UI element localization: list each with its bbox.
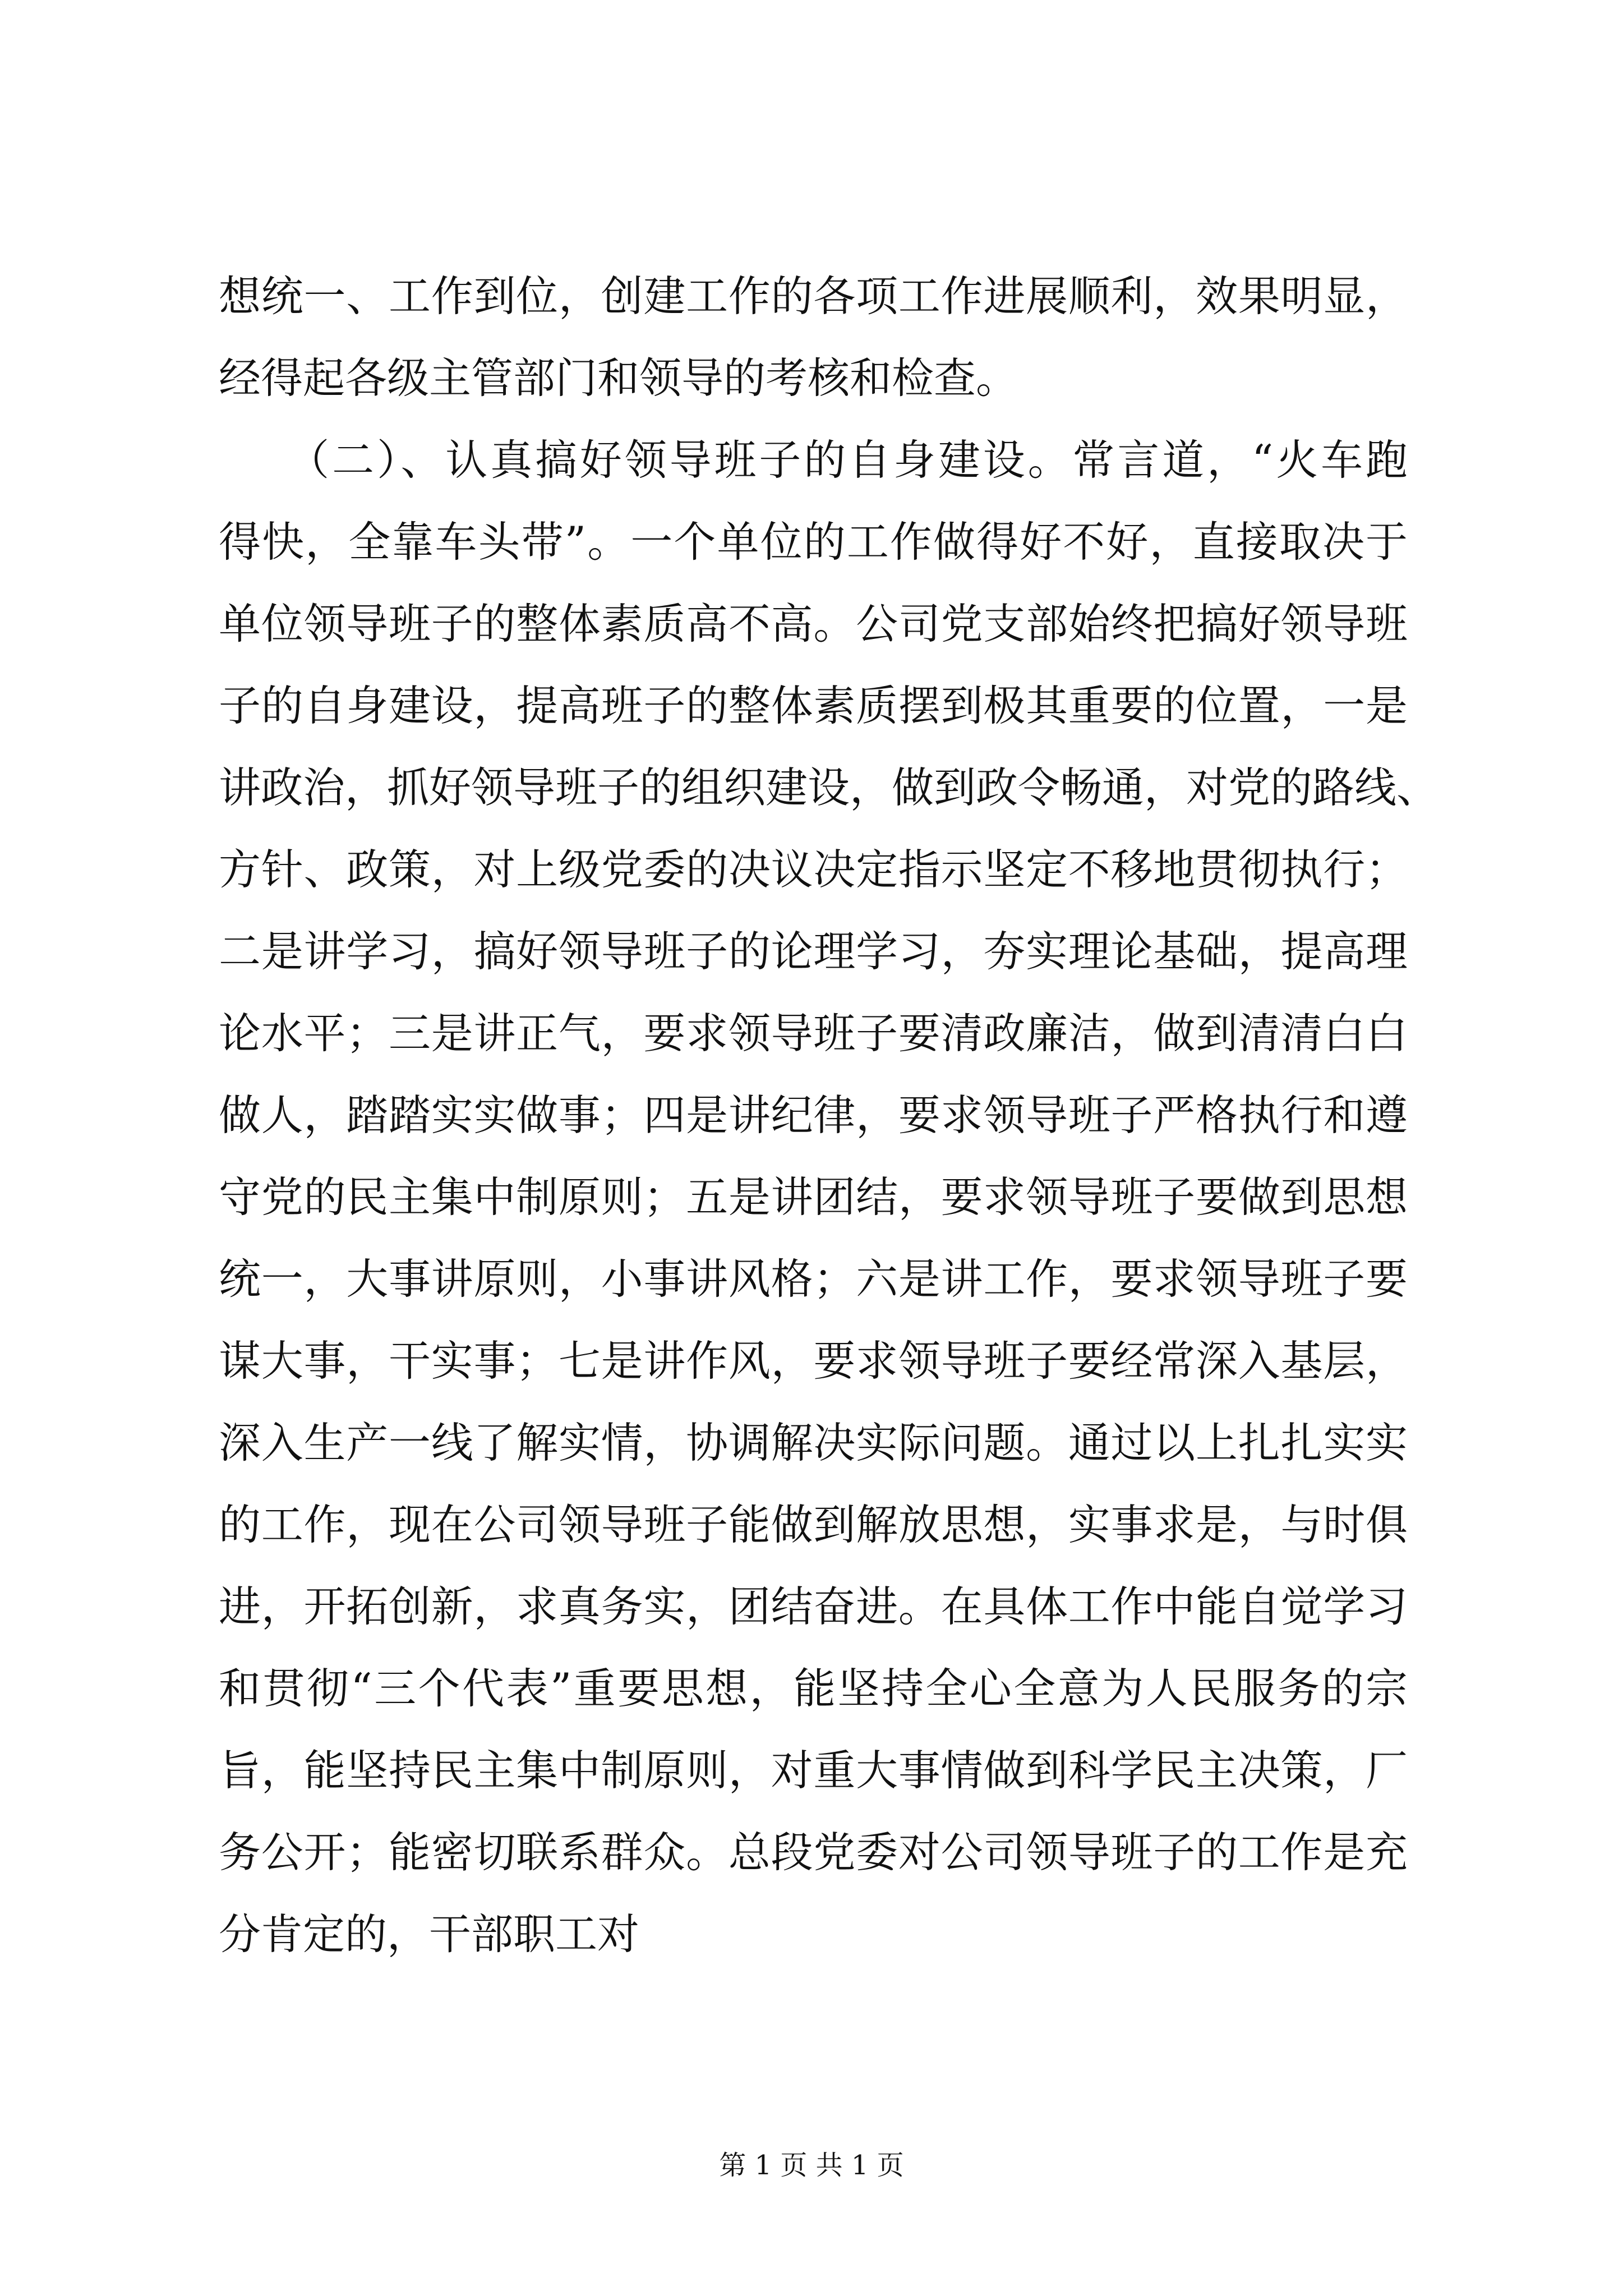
text-line: 讲政治，抓好领导班子的组织建设，做到政令畅通，对党的路线、 (219, 763, 1439, 812)
page-number-footer: 第 1 页 共 1 页 (719, 2150, 904, 2181)
text-line: 子的自身建设，提高班子的整体素质摆到极其重要的位置，一是 (219, 681, 1408, 730)
text-line: 旨，能坚持民主集中制原则，对重大事情做到科学民主决策，厂 (219, 1746, 1408, 1795)
text-line: 论水平；三是讲正气，要求领导班子要清政廉洁，做到清清白白 (219, 1009, 1408, 1058)
text-line: 深入生产一线了解实情，协调解决实际问题。通过以上扎扎实实 (219, 1418, 1408, 1467)
text-line: 二是讲学习，搞好领导班子的论理学习，夯实理论基础，提高理 (219, 927, 1408, 976)
text-line: 务公开；能密切联系群众。总段党委对公司领导班子的工作是充 (219, 1828, 1408, 1877)
document-body (219, 255, 1439, 1975)
text-line: 的工作，现在公司领导班子能做到解放思想，实事求是，与时俱 (219, 1500, 1408, 1549)
text-line: 和贯彻“三个代表”重要思想，能坚持全心全意为人民服务的宗 (219, 1664, 1408, 1713)
text-line: 单位领导班子的整体素质高不高。公司党支部始终把搞好领导班 (219, 599, 1408, 648)
text-line: 进，开拓创新，求真务实，团结奋进。在具体工作中能自觉学习 (219, 1582, 1408, 1631)
text-line: 统一，大事讲原则，小事讲风格；六是讲工作，要求领导班子要 (219, 1254, 1408, 1304)
text-line: 做人，踏踏实实做事；四是讲纪律，要求领导班子严格执行和遵 (219, 1091, 1408, 1140)
text-line: （二）、认真搞好领导班子的自身建设。常言道，“火车跑 (219, 435, 1408, 485)
text-line: 守党的民主集中制原则；五是讲团结，要求领导班子要做到思想 (219, 1172, 1408, 1222)
text-line: 经得起各级主管部门和领导的考核和检查。 (219, 353, 1018, 403)
text-line: 方针、政策，对上级党委的决议决定指示坚定不移地贯彻执行； (219, 845, 1408, 894)
text-line: 谋大事，干实事；七是讲作风，要求领导班子要经常深入基层， (219, 1336, 1408, 1386)
text-line: 想统一、工作到位，创建工作的各项工作进展顺利，效果明显， (219, 272, 1408, 321)
text-line: 得快，全靠车头带”。一个单位的工作做得好不好，直接取决于 (219, 517, 1408, 567)
text-line: 分肯定的，干部职工对 (219, 1910, 640, 1959)
